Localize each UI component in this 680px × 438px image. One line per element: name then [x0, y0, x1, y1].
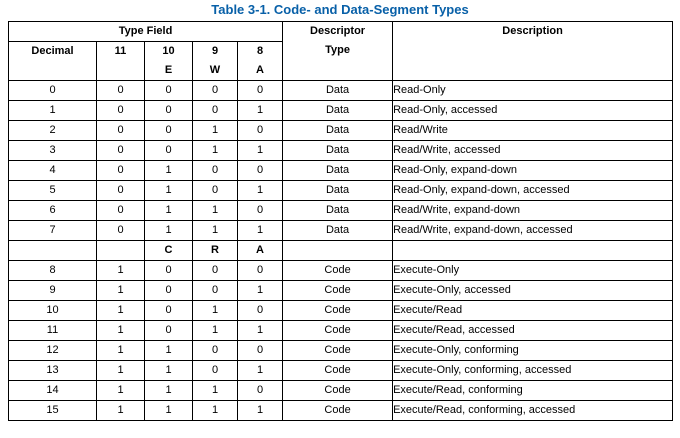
descriptor-type-cell: Code: [283, 381, 393, 401]
decimal-cell: 12: [9, 341, 97, 361]
decimal-cell: 1: [9, 101, 97, 121]
description-cell: Execute-Only, accessed: [393, 281, 673, 301]
bit10-cell: 1: [145, 361, 193, 381]
bit8-cell: 1: [238, 281, 283, 301]
description-cell-empty: [393, 241, 673, 261]
bit9-cell: 0: [193, 361, 238, 381]
descriptor-type-header: [283, 22, 393, 81]
bit8-cell: 1: [238, 361, 283, 381]
table-row: [9, 181, 673, 201]
table-row: [9, 221, 673, 241]
description-cell: Execute-Only: [393, 261, 673, 281]
decimal-cell: 14: [9, 381, 97, 401]
bit9-cell: 0: [193, 341, 238, 361]
descriptor-type-cell: Code: [283, 341, 393, 361]
descriptor-type-cell-empty: [283, 241, 393, 261]
bit9-cell: 1: [193, 321, 238, 341]
decimal-cell: 3: [9, 141, 97, 161]
bit8-header: [238, 42, 283, 81]
description-cell: Execute-Only, conforming: [393, 341, 673, 361]
bit11-cell: 1: [97, 401, 145, 421]
bit9-header: [193, 42, 238, 81]
description-cell: Read/Write, expand-down, accessed: [393, 221, 673, 241]
description-cell: Read/Write, accessed: [393, 141, 673, 161]
bit9-cell: 0: [193, 281, 238, 301]
bit9-cell: 0: [193, 101, 238, 121]
data-segment-rows: [9, 81, 673, 421]
bit10-cell: 1: [145, 381, 193, 401]
descriptor-type-header-line2: Type: [325, 44, 350, 56]
bit8-flag: A: [256, 64, 264, 76]
bit11-cell: 0: [97, 181, 145, 201]
table-row: [9, 101, 673, 121]
description-cell: Read/Write, expand-down: [393, 201, 673, 221]
bit8-flag-cell: A: [238, 241, 283, 261]
table-row: [9, 321, 673, 341]
bit8-cell: 1: [238, 221, 283, 241]
bit10-cell: 0: [145, 261, 193, 281]
descriptor-type-cell: Data: [283, 161, 393, 181]
table-row: [9, 381, 673, 401]
decimal-header: Decimal: [9, 42, 97, 81]
bit11-cell: 1: [97, 361, 145, 381]
descriptor-type-cell: Data: [283, 121, 393, 141]
description-cell: Execute/Read, conforming: [393, 381, 673, 401]
descriptor-type-cell: Data: [283, 201, 393, 221]
bit8-cell: 0: [238, 161, 283, 181]
bit9-cell: 1: [193, 141, 238, 161]
decimal-cell: 6: [9, 201, 97, 221]
description-cell: Read-Only, expand-down, accessed: [393, 181, 673, 201]
table-row: [9, 121, 673, 141]
descriptor-type-cell: Data: [283, 221, 393, 241]
bit9-cell: 1: [193, 301, 238, 321]
description-cell: Execute/Read, accessed: [393, 321, 673, 341]
bit10-cell: 1: [145, 161, 193, 181]
table-row: [9, 201, 673, 221]
table-row: [9, 361, 673, 381]
decimal-cell: 7: [9, 221, 97, 241]
bit10-cell: 0: [145, 301, 193, 321]
descriptor-type-cell: Data: [283, 181, 393, 201]
bit10-flag-cell: C: [145, 241, 193, 261]
bit10-cell: 1: [145, 221, 193, 241]
decimal-cell: 11: [9, 321, 97, 341]
table-row: [9, 81, 673, 101]
bit9-cell: 0: [193, 181, 238, 201]
bit11-cell: 0: [97, 201, 145, 221]
descriptor-type-header-line1: Descriptor: [310, 25, 366, 37]
bit11-cell: 1: [97, 301, 145, 321]
description-cell: Read-Only: [393, 81, 673, 101]
description-header: Description: [393, 22, 673, 81]
description-cell: Execute-Only, conforming, accessed: [393, 361, 673, 381]
bit9-flag-cell: R: [193, 241, 238, 261]
table-row: [9, 281, 673, 301]
bit11-cell: 1: [97, 281, 145, 301]
bit11-cell: 0: [97, 101, 145, 121]
bit8-cell: 1: [238, 101, 283, 121]
bit10-cell: 0: [145, 81, 193, 101]
decimal-cell: 4: [9, 161, 97, 181]
table-row: [9, 341, 673, 361]
decimal-cell: 8: [9, 261, 97, 281]
bit10-cell: 1: [145, 401, 193, 421]
descriptor-type-cell: Data: [283, 81, 393, 101]
bit9-number: 9: [211, 45, 219, 57]
bit8-cell: 0: [238, 301, 283, 321]
bit9-cell: 1: [193, 381, 238, 401]
bit11-cell: 0: [97, 121, 145, 141]
bit11-cell: 0: [97, 81, 145, 101]
bit8-cell: 1: [238, 181, 283, 201]
bit8-cell: 0: [238, 341, 283, 361]
descriptor-type-cell: Code: [283, 401, 393, 421]
table-row: [9, 141, 673, 161]
decimal-cell-empty: [9, 241, 97, 261]
bit11-cell-empty: [97, 241, 145, 261]
decimal-cell: 9: [9, 281, 97, 301]
bit11-header: 11: [97, 42, 145, 81]
bit9-cell: 1: [193, 121, 238, 141]
bit10-cell: 1: [145, 341, 193, 361]
bit11-cell: 0: [97, 141, 145, 161]
bit10-cell: 0: [145, 281, 193, 301]
description-cell: Execute/Read: [393, 301, 673, 321]
table-row: [9, 301, 673, 321]
bit9-cell: 1: [193, 221, 238, 241]
bit9-cell: 0: [193, 81, 238, 101]
bit8-cell: 0: [238, 261, 283, 281]
bit9-cell: 0: [193, 261, 238, 281]
description-cell: Read-Only, accessed: [393, 101, 673, 121]
table-caption: Table 3-1. Code- and Data-Segment Types: [211, 2, 469, 17]
bit10-flag: E: [164, 64, 173, 76]
bit8-cell: 0: [238, 201, 283, 221]
descriptor-type-cell: Data: [283, 141, 393, 161]
code-flags-row: [9, 241, 673, 261]
decimal-cell: 10: [9, 301, 97, 321]
table-row: [9, 401, 673, 421]
bit11-cell: 1: [97, 381, 145, 401]
bit10-number: 10: [162, 45, 175, 57]
descriptor-type-cell: Code: [283, 301, 393, 321]
bit10-cell: 0: [145, 141, 193, 161]
bit10-cell: 0: [145, 101, 193, 121]
bit10-cell: 1: [145, 181, 193, 201]
decimal-cell: 15: [9, 401, 97, 421]
bit10-cell: 1: [145, 201, 193, 221]
bit11-cell: 1: [97, 261, 145, 281]
bit8-cell: 0: [238, 381, 283, 401]
bit9-flag: W: [209, 64, 221, 76]
description-cell: Read-Only, expand-down: [393, 161, 673, 181]
type-field-header: Type Field: [9, 22, 283, 42]
bit8-number: 8: [256, 45, 264, 57]
bit8-cell: 1: [238, 321, 283, 341]
description-cell: Read/Write: [393, 121, 673, 141]
bit8-cell: 0: [238, 81, 283, 101]
descriptor-type-cell: Code: [283, 261, 393, 281]
bit10-cell: 0: [145, 321, 193, 341]
decimal-cell: 5: [9, 181, 97, 201]
bit11-cell: 1: [97, 321, 145, 341]
bit8-cell: 1: [238, 141, 283, 161]
decimal-cell: 0: [9, 81, 97, 101]
table-row: [9, 161, 673, 181]
decimal-cell: 13: [9, 361, 97, 381]
bit11-cell: 0: [97, 161, 145, 181]
descriptor-type-cell: Code: [283, 321, 393, 341]
table-row: [9, 261, 673, 281]
descriptor-type-cell: Code: [283, 281, 393, 301]
bit9-cell: 1: [193, 201, 238, 221]
bit8-cell: 0: [238, 121, 283, 141]
bit8-cell: 1: [238, 401, 283, 421]
header-row-top: [9, 22, 673, 42]
bit10-header: [145, 42, 193, 81]
segment-types-table: [8, 21, 673, 421]
bit10-cell: 0: [145, 121, 193, 141]
descriptor-type-cell: Code: [283, 361, 393, 381]
decimal-cell: 2: [9, 121, 97, 141]
bit11-cell: 1: [97, 341, 145, 361]
description-cell: Execute/Read, conforming, accessed: [393, 401, 673, 421]
bit9-cell: 0: [193, 161, 238, 181]
descriptor-type-cell: Data: [283, 101, 393, 121]
bit11-cell: 0: [97, 221, 145, 241]
bit9-cell: 1: [193, 401, 238, 421]
